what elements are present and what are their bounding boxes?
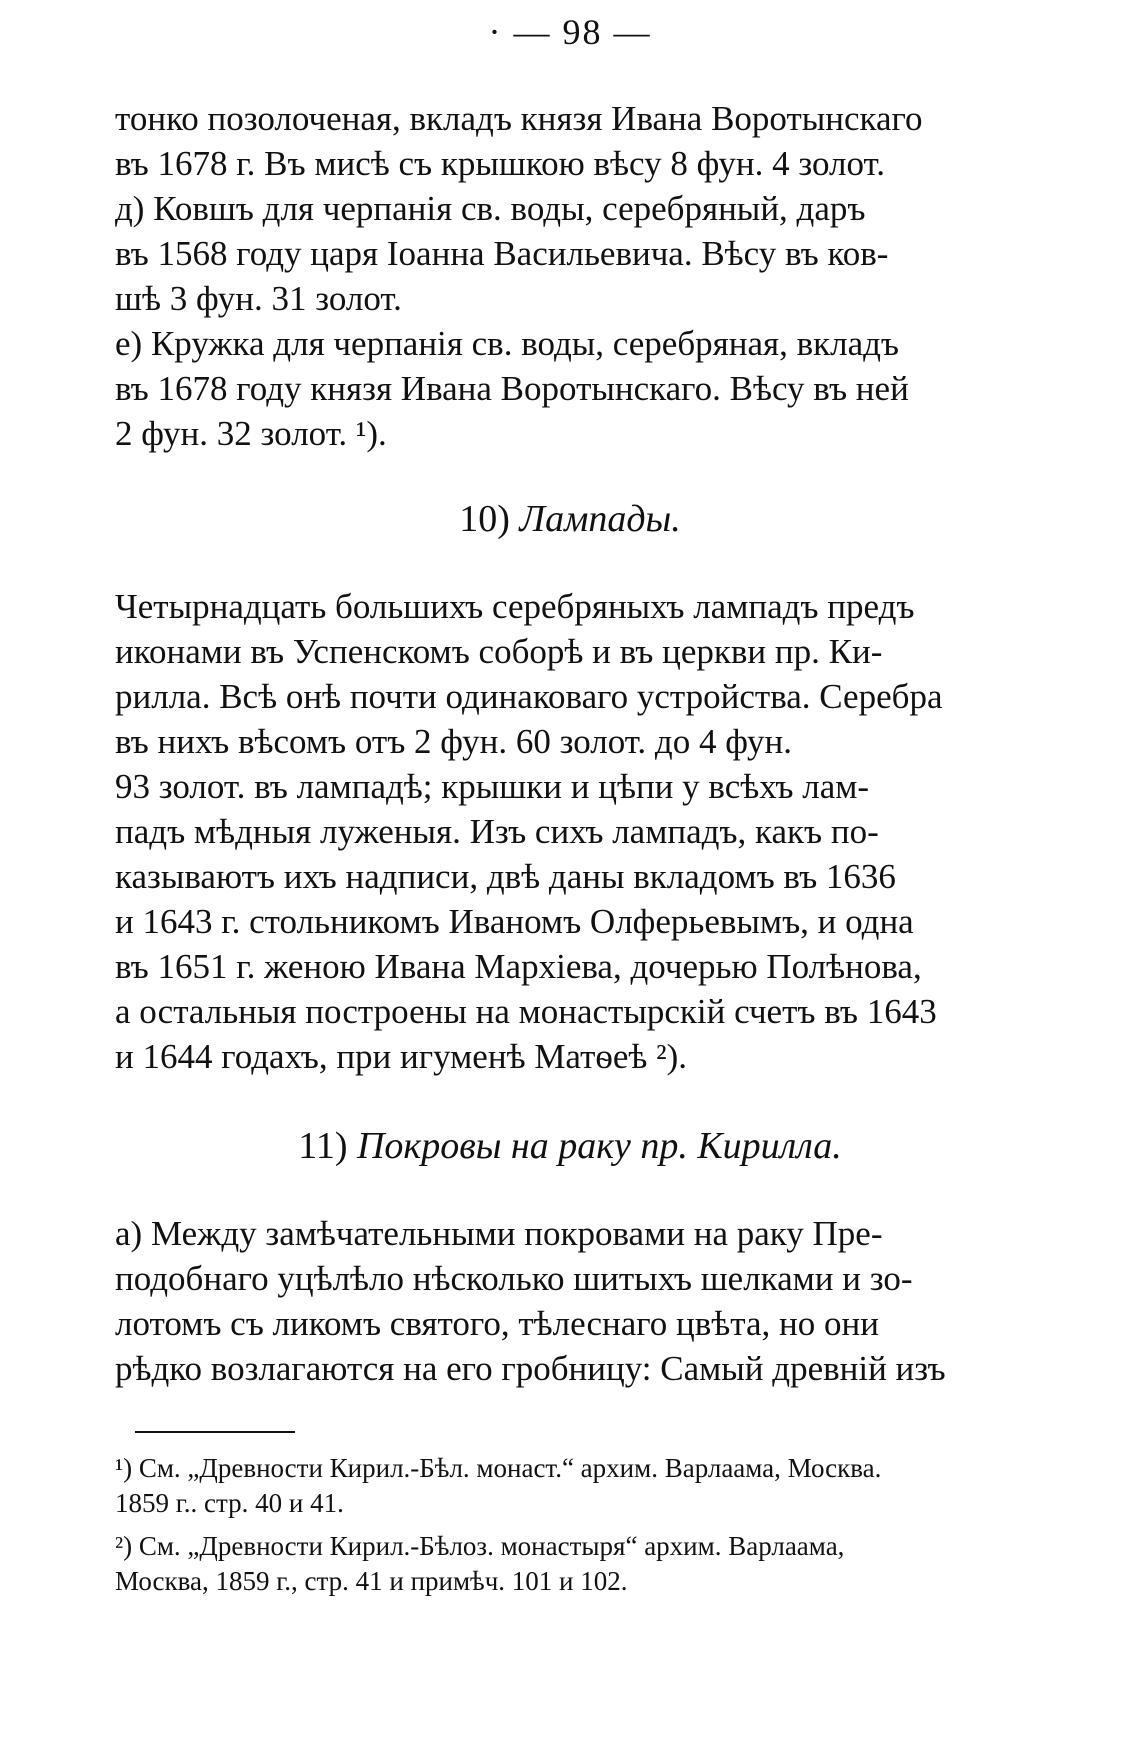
- page-number: · — 98 —: [488, 12, 652, 52]
- section-heading-pokrovy: [0, 1124, 1140, 1168]
- section-title: Лампады.: [519, 498, 681, 540]
- section-number: 11): [298, 1125, 348, 1167]
- paragraph-lampady: Четырнадцать большихъ серебряныхъ лампадъ предъ иконами въ Успенскомъ соборѣ и въ церкви пр. Ки- рилла. Всѣ онѣ почти одинаковаго устройства. Серебра въ нихъ вѣсомъ отъ 2 фун. 60 золот. до 4 фун. 93 золот. въ лампадѣ; крышки и цѣпи у всѣхъ лам- падъ мѣдныя луженыя. Изъ сихъ лампадъ, какъ по- казываютъ ихъ надписи, двѣ даны вкладомъ въ 1636 и 1643 г. стольникомъ Иваномъ Олферьевымъ, и одна въ 1651 г. женою Ивана Мархіева, дочерью Полѣнова, а остальныя построены на монастырскій счетъ въ 1643 и 1644 годахъ, при игуменѣ Матѳеѣ ²).: [115, 587, 943, 1076]
- footnote-1: ¹) См. „Древности Кирил.-Бѣл. монаст.“ архим. Варлаама, Москва. 1859 г.. стр. 40 и 41.: [115, 1453, 882, 1518]
- section-title: Покровы на раку пр. Кирилла.: [356, 1125, 842, 1167]
- section-number: 10): [459, 498, 510, 540]
- footnote-divider: [135, 1431, 295, 1433]
- footnote-2: ²) См. „Древности Кирил.-Бѣлоз. монастыря“ архим. Варлаама, Москва, 1859 г., стр. 41 и примѣч. 101 и 102.: [115, 1531, 845, 1596]
- paragraph-pokrovy: а) Между замѣчательными покровами на раку Пре- подобнаго уцѣлѣло нѣсколько шитыхъ шелками и зо- лотомъ съ ликомъ святого, тѣлеснаго цвѣта, но они рѣдко возлагаются на его гробницу: Самый древній изъ: [115, 1214, 946, 1388]
- paragraph-vessels: тонко позолоченая, вкладъ князя Ивана Воротынскаго въ 1678 г. Въ мисѣ съ крышкою вѣсу 8 фун. 4 золот. д) Ковшъ для черпанія св. воды, серебряный, даръ въ 1568 году царя Іоанна Васильевича. Вѣсу въ ков- шѣ 3 фун. 31 золот. е) Кружка для черпанія св. воды, серебряная, вкладъ въ 1678 году князя Ивана Воротынскаго. Вѣсу въ ней 2 фун. 32 золот. ¹).: [115, 99, 923, 453]
- section-heading-lampady: [0, 497, 1140, 541]
